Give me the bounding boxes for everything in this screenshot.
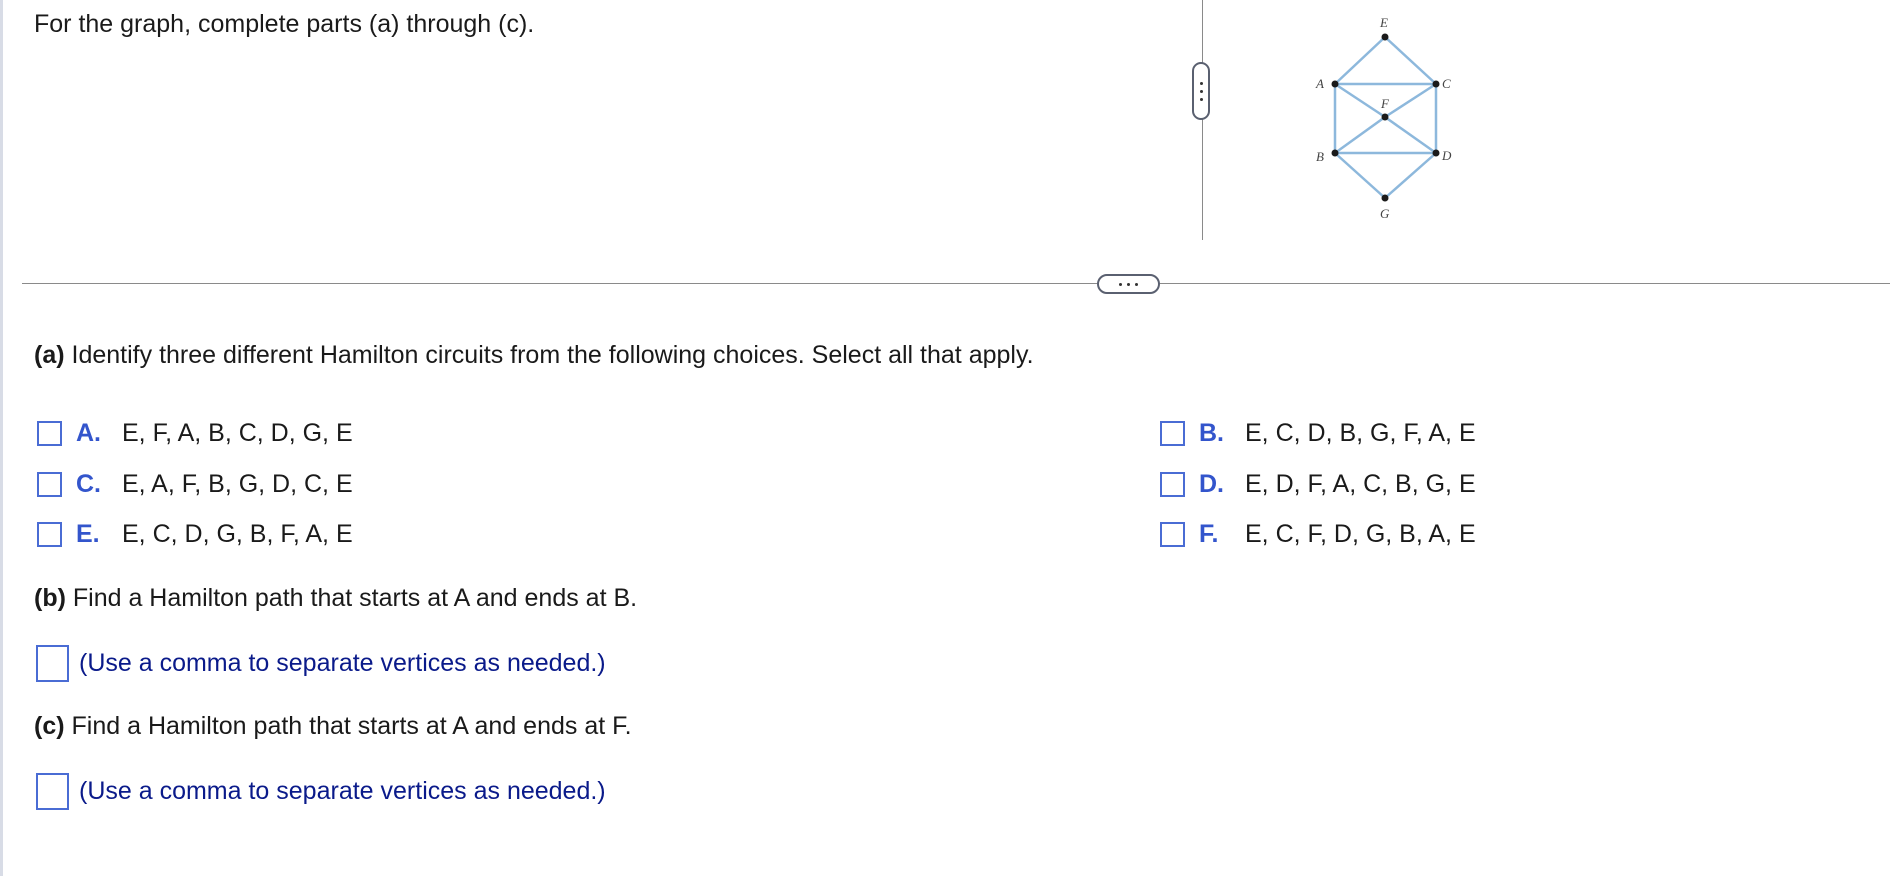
choice-b-letter: B. bbox=[1199, 419, 1224, 447]
handle-dot bbox=[1200, 98, 1203, 101]
choice-e-text: E, C, D, G, B, F, A, E bbox=[122, 520, 353, 548]
edge-E-C bbox=[1385, 37, 1436, 84]
left-edge-border bbox=[0, 0, 3, 876]
choice-e-letter: E. bbox=[76, 520, 100, 548]
choice-a-letter: A. bbox=[76, 419, 101, 447]
vertical-resize-handle[interactable] bbox=[1192, 62, 1210, 120]
vertex-F bbox=[1382, 114, 1389, 121]
part-b-question bbox=[34, 584, 637, 613]
edge-A-F bbox=[1335, 84, 1385, 117]
vertex-E bbox=[1382, 34, 1389, 41]
handle-dot bbox=[1200, 82, 1203, 85]
vertex-A bbox=[1332, 81, 1339, 88]
choice-d[interactable] bbox=[1160, 470, 1476, 499]
edge-E-A bbox=[1335, 37, 1385, 84]
vertex-label-B: B bbox=[1316, 149, 1324, 164]
part-a-text: Identify three different Hamilton circuits from the following choices. Select all that apply. bbox=[71, 341, 1034, 369]
choice-b[interactable] bbox=[1160, 419, 1476, 448]
horizontal-divider bbox=[22, 283, 1890, 284]
choice-b-text: E, C, D, B, G, F, A, E bbox=[1245, 419, 1476, 447]
edge-B-G bbox=[1335, 153, 1385, 198]
edge-F-B bbox=[1335, 117, 1385, 153]
vertex-G bbox=[1382, 195, 1389, 202]
handle-dot bbox=[1135, 283, 1138, 286]
edge-D-G bbox=[1385, 153, 1436, 198]
vertex-C bbox=[1433, 81, 1440, 88]
checkbox-f[interactable] bbox=[1160, 522, 1185, 547]
part-c-label: (c) bbox=[34, 712, 65, 740]
checkbox-b[interactable] bbox=[1160, 421, 1185, 446]
part-c-hint: (Use a comma to separate vertices as needed.) bbox=[79, 777, 606, 805]
vertex-label-F: F bbox=[1381, 96, 1389, 111]
vertex-label-E: E bbox=[1380, 15, 1388, 30]
choice-c-text: E, A, F, B, G, D, C, E bbox=[122, 470, 353, 498]
handle-dot bbox=[1200, 90, 1203, 93]
checkbox-d[interactable] bbox=[1160, 472, 1185, 497]
vertex-label-D: D bbox=[1442, 148, 1452, 163]
choice-c[interactable] bbox=[37, 470, 353, 499]
choice-d-text: E, D, F, A, C, B, G, E bbox=[1245, 470, 1476, 498]
part-b-answer-input[interactable] bbox=[36, 645, 69, 682]
vertical-divider bbox=[1202, 0, 1203, 240]
handle-dot bbox=[1119, 283, 1122, 286]
edge-C-F bbox=[1385, 84, 1436, 117]
edge-F-D bbox=[1385, 117, 1436, 153]
part-a-question bbox=[34, 341, 1034, 370]
horizontal-resize-handle[interactable] bbox=[1097, 274, 1160, 294]
handle-dot bbox=[1127, 283, 1130, 286]
choice-c-letter: C. bbox=[76, 470, 101, 498]
choice-a[interactable] bbox=[37, 419, 353, 448]
choice-f-letter: F. bbox=[1199, 520, 1219, 548]
vertex-label-C: C bbox=[1442, 76, 1451, 91]
instruction-text: For the graph, complete parts (a) through (c). bbox=[34, 10, 535, 38]
part-c-text: Find a Hamilton path that starts at A and ends at F. bbox=[71, 712, 632, 740]
part-b-text: Find a Hamilton path that starts at A and ends at B. bbox=[72, 584, 638, 612]
choice-a-text: E, F, A, B, C, D, G, E bbox=[122, 419, 353, 447]
choice-f-text: E, C, F, D, G, B, A, E bbox=[1245, 520, 1476, 548]
choice-f[interactable] bbox=[1160, 520, 1476, 549]
vertex-label-G: G bbox=[1380, 206, 1390, 221]
part-c-answer-row bbox=[36, 773, 606, 810]
graph-vertices bbox=[1332, 34, 1440, 202]
vertex-B bbox=[1332, 150, 1339, 157]
checkbox-e[interactable] bbox=[37, 522, 62, 547]
choice-e[interactable] bbox=[37, 520, 353, 549]
vertex-label-A: A bbox=[1316, 76, 1324, 91]
part-b-answer-row bbox=[36, 645, 606, 682]
choice-d-letter: D. bbox=[1199, 470, 1224, 498]
part-b-label: (b) bbox=[34, 584, 66, 612]
part-c-question bbox=[34, 712, 632, 741]
part-a-label: (a) bbox=[34, 341, 65, 369]
vertex-D bbox=[1433, 150, 1440, 157]
checkbox-c[interactable] bbox=[37, 472, 62, 497]
hamilton-graph-figure bbox=[1300, 8, 1475, 228]
part-c-answer-input[interactable] bbox=[36, 773, 69, 810]
checkbox-a[interactable] bbox=[37, 421, 62, 446]
part-b-hint: (Use a comma to separate vertices as needed.) bbox=[79, 649, 606, 677]
